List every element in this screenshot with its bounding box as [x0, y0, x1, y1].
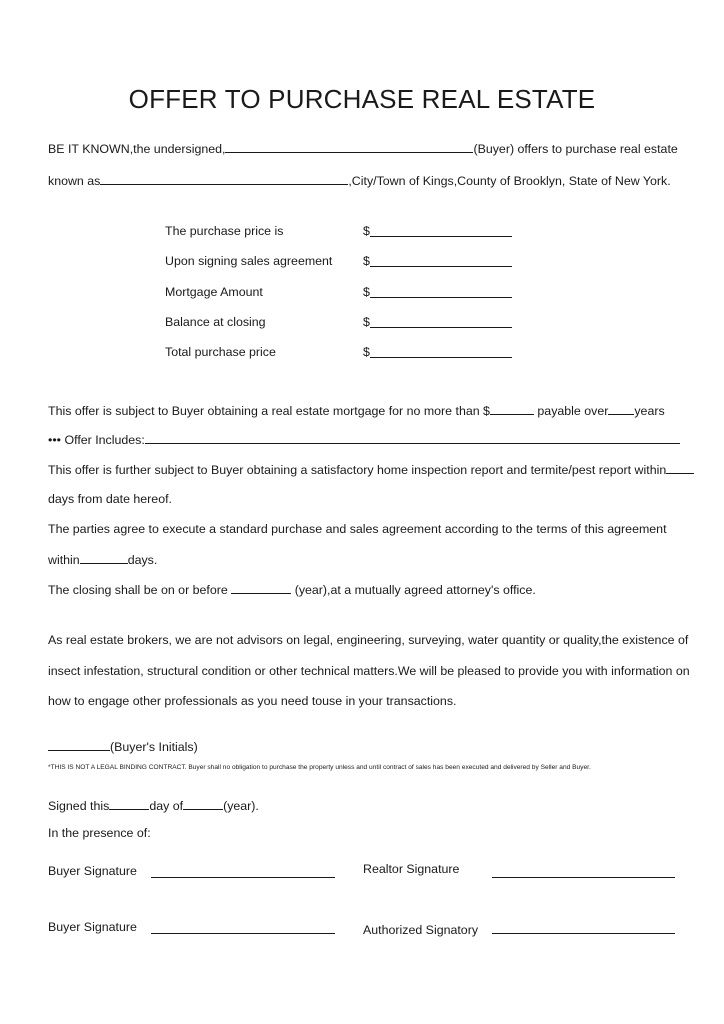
days-text: days. — [127, 553, 158, 567]
buyer-signature-label-2: Buyer Signature — [48, 920, 137, 934]
closing-clause — [48, 582, 536, 598]
mortgage-clause — [48, 403, 665, 419]
offer-includes-field[interactable] — [145, 432, 680, 444]
price-label: Total purchase price — [165, 345, 276, 359]
legal-disclaimer: *THIS IS NOT A LEGAL BINDING CONTRACT. Buyer shall no obligation to purchase the property unless and until contract of sales has been executed and delivered by Seller and Buyer. — [48, 764, 591, 771]
realtor-signature-field[interactable] — [492, 877, 675, 878]
initials-line — [48, 739, 198, 755]
document-title: OFFER TO PURCHASE REAL ESTATE — [128, 84, 596, 114]
closing-rest-text: (year),at a mutually agreed attorney's office. — [294, 583, 536, 597]
within-text: within — [48, 553, 80, 567]
property-address-field[interactable] — [100, 173, 348, 185]
years-text: years — [634, 404, 665, 418]
mortgage-max-field[interactable] — [490, 403, 534, 415]
day-of-text: day of — [149, 799, 184, 813]
brokers-line-1: As real estate brokers, we are not advisors on legal, engineering, surveying, water quantity or quality,the existence of — [48, 633, 689, 647]
payable-over-text: payable over — [537, 404, 609, 418]
buyer-signature-field-2[interactable] — [151, 933, 335, 934]
authorized-signatory-label: Authorized Signatory — [363, 923, 479, 937]
agreement-line-2 — [48, 552, 157, 568]
buyer-signature-label-1: Buyer Signature — [48, 864, 137, 878]
signed-this-text: Signed this — [48, 799, 110, 813]
total-price-field[interactable] — [370, 357, 512, 358]
inspection-line-2: days from date hereof. — [48, 492, 172, 506]
price-label: Balance at closing — [165, 315, 266, 329]
authorized-signatory-field[interactable] — [492, 933, 675, 934]
buyer-name-field[interactable] — [225, 141, 473, 153]
brokers-line-3: how to engage other professionals as you need touse in your transactions. — [48, 694, 457, 708]
purchase-price-field[interactable] — [370, 236, 512, 237]
signing-amount-field[interactable] — [370, 266, 512, 267]
signed-month-field[interactable] — [183, 798, 223, 810]
price-label: Upon signing sales agreement — [165, 254, 333, 268]
signed-day-field[interactable] — [109, 798, 149, 810]
agreement-days-field[interactable] — [80, 552, 128, 564]
inspection-days-field[interactable] — [666, 462, 694, 474]
mortgage-amount-field[interactable] — [370, 297, 512, 298]
year-text: (year). — [223, 799, 259, 813]
dollar-sign: $ — [363, 345, 370, 359]
buyer-initials-field[interactable] — [48, 739, 110, 751]
inspection-text: This offer is further subject to Buyer obtaining a satisfactory home inspection report and termite/pest report within — [48, 463, 667, 477]
closing-text: The closing shall be on or before — [48, 583, 228, 597]
inspection-line-1 — [48, 462, 694, 478]
price-label: The purchase price is — [165, 224, 284, 238]
agreement-line-1: The parties agree to execute a standard purchase and sales agreement according to the terms of this agreement — [48, 522, 667, 536]
initials-label: (Buyer's Initials) — [110, 740, 198, 754]
location-text: ,City/Town of Kings,County of Brooklyn, State of New York. — [348, 174, 671, 188]
closing-date-field[interactable] — [231, 582, 291, 594]
mortgage-text: This offer is subject to Buyer obtaining a real estate mortgage for no more than $ — [48, 404, 490, 418]
mortgage-years-field[interactable] — [608, 403, 634, 415]
price-label: Mortgage Amount — [165, 285, 263, 299]
offer-includes-line — [48, 432, 680, 448]
be-it-known-text: BE IT KNOWN,the undersigned, — [48, 142, 226, 156]
dollar-sign: $ — [363, 224, 370, 238]
signed-line — [48, 798, 259, 814]
balance-closing-field[interactable] — [370, 327, 512, 328]
buyer-signature-field-1[interactable] — [151, 877, 335, 878]
brokers-line-2: insect infestation, structural condition or other technical matters.We will be pleased to provide you with information on — [48, 664, 690, 678]
presence-text: In the presence of: — [48, 826, 151, 840]
realtor-signature-label: Realtor Signature — [363, 862, 460, 876]
offer-includes-label: ••• Offer Includes: — [48, 433, 145, 447]
dollar-sign: $ — [363, 315, 370, 329]
intro-line-1 — [48, 141, 678, 157]
dollar-sign: $ — [363, 254, 370, 268]
known-as-text: known as — [48, 174, 101, 188]
buyer-offers-text: (Buyer) offers to purchase real estate — [473, 142, 678, 156]
intro-line-2 — [48, 173, 671, 189]
dollar-sign: $ — [363, 285, 370, 299]
